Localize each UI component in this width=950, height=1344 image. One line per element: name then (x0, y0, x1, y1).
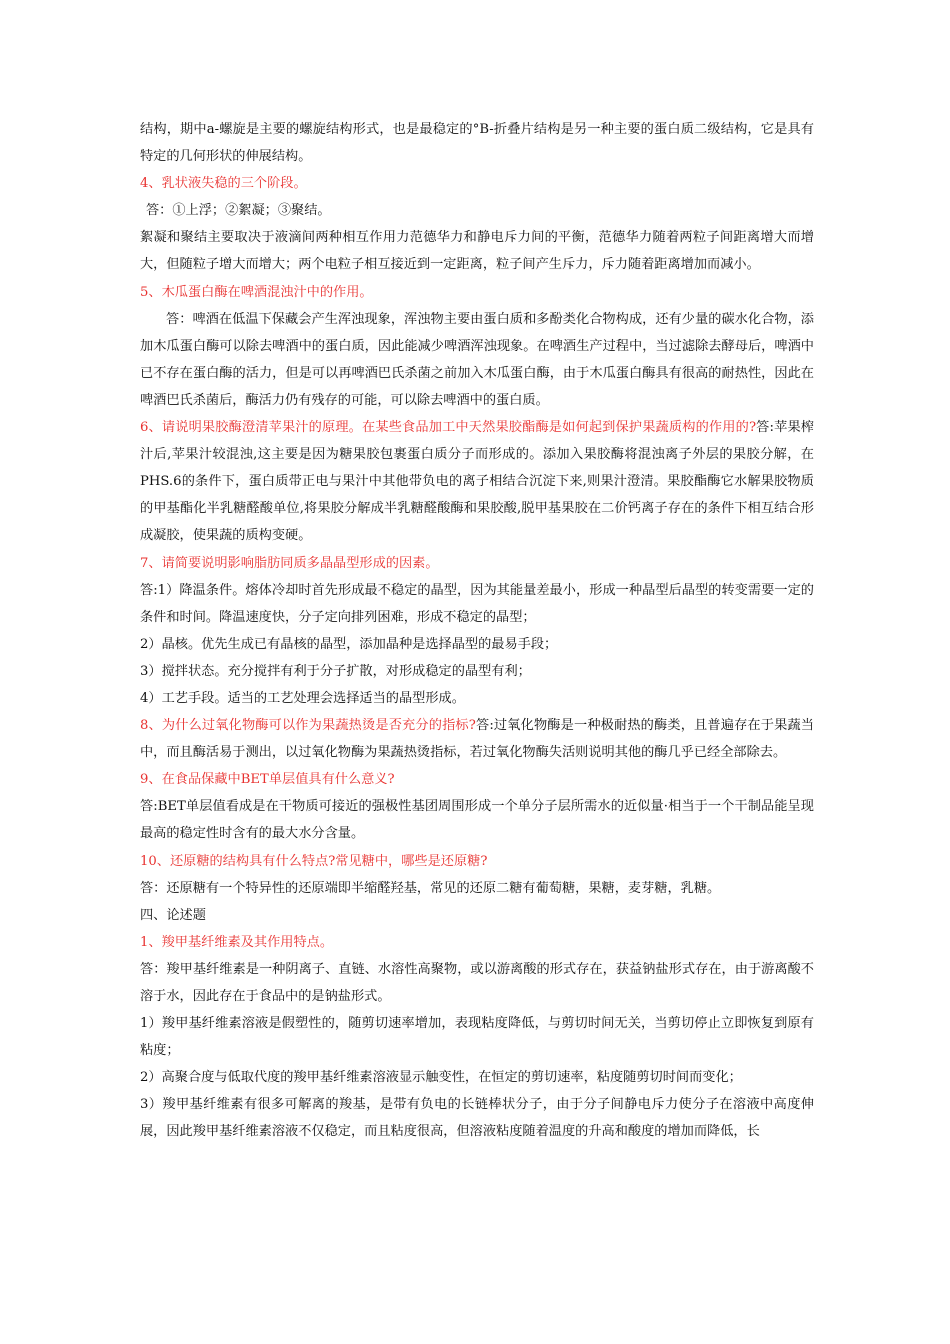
question-heading (140, 766, 814, 793)
list-item: 1）羧甲基纤维素溶液是假塑性的，随剪切速率增加，表现粘度降低，与剪切时间无关，当剪切停止立即恢复到原有粘度； (140, 1016, 814, 1059)
question-text: 5、木瓜蛋白酶在啤酒混浊汁中的作用。 (140, 284, 373, 300)
list-item: 2）晶核。优先生成已有晶核的晶型，添加晶种是选择晶型的最易手段； (140, 636, 558, 652)
question-text: 8、为什么过氧化物酶可以作为果蔬热烫是否充分的指标? (140, 718, 476, 734)
question-text: 6、请说明果胶酶澄清苹果汁的原理。在某些食品加工中天然果胶酯酶是如何起到保护果蔬质构的作用的? (140, 420, 757, 436)
question-text: 7、请简要说明影响脂肪同质多晶晶型形成的因素。 (140, 555, 439, 571)
question-heading (140, 848, 814, 875)
list-item: 4）工艺手段。适当的工艺处理会选择适当的晶型形成。 (140, 690, 465, 706)
question-text: 10、还原糖的结构具有什么特点?常见糖中，哪些是还原糖? (140, 853, 488, 869)
question-text: 9、在食品保藏中BET单层值具有什么意义? (140, 772, 395, 788)
question-heading (140, 170, 814, 197)
list-item: 2）高聚合度与低取代度的羧甲基纤维素溶液显示触变性，在恒定的剪切速率，粘度随剪切时间而变化； (140, 1070, 742, 1086)
answer-paragraph: 答：啤酒在低温下保藏会产生浑浊现象，浑浊物主要由蛋白质和多酚类化合物构成，还有少量的碳水化合物，添加木瓜蛋白酶可以除去啤酒中的蛋白质，因此能减少啤酒浑浊现象。在啤酒生产过程中，当过滤除去酵母后，啤酒中已不存在蛋白酶的活力，但是可以再啤酒巴氏杀菌之前加入木瓜蛋白酶，由于木瓜蛋白酶具有很高的耐热性，因此在啤酒巴氏杀菌后，酶活力仍有残存的可能，可以除去啤酒中的蛋白质。 (140, 311, 814, 408)
answer-text: 答:过氧化物酶是一种极耐热的酶类，且普遍存在于果蔬当中，而且酶活易于测出，以过氧化物酶为果蔬热烫指标，若过氧化物酶失活则说明其他的酶几乎已经全部除去。 (140, 718, 814, 761)
section-heading: 四、论述题 (140, 907, 206, 923)
question-heading (140, 550, 814, 577)
answer-paragraph: 答：①上浮；②絮凝；③聚结。 (146, 203, 331, 219)
list-item: 3）搅拌状态。充分搅拌有利于分子扩散，对形成稳定的晶型有利； (140, 663, 531, 679)
question-with-answer (140, 414, 814, 549)
answer-paragraph: 答：羧甲基纤维素是一种阴离子、直链、水溶性高聚物，或以游离酸的形式存在，获益钠盐形式存在，由于游离酸不溶于水，因此存在于食品中的是钠盐形式。 (140, 961, 814, 1004)
paragraph: 结构，期中a-螺旋是主要的螺旋结构形式，也是最稳定的°B-折叠片结构是另一种主要的蛋白质二级结构，它是具有特定的几何形状的伸展结构。 (140, 122, 814, 165)
question-with-answer (140, 712, 814, 766)
answer-text: 答:苹果榨汁后,苹果汁较混浊,这主要是因为糖果胶包裹蛋白质分子而形成的。添加入果胶酶将混浊离子外层的果胶分解，在PHS.6的条件下，蛋白质带正电与果汁中其他带负电的离子相结合沉淀下来,则果汁澄清。果胶酯酶它水解果胶物质的甲基酯化半乳糖醛酸单位,将果胶分解成半乳糖醛酸酶和果胶酸,脱甲基果胶在二价钙离子存在的条件下相互结合形成凝胶，使果蔬的质构变硬。 (140, 420, 814, 544)
question-heading (140, 279, 814, 306)
question-heading (140, 929, 814, 956)
answer-paragraph: 答:BET单层值看成是在干物质可接近的强极性基团周围形成一个单分子层所需水的近似量·相当于一个干制品能呈现最高的稳定性时含有的最大水分含量。 (140, 799, 814, 842)
question-text: 4、乳状液失稳的三个阶段。 (140, 176, 307, 192)
answer-paragraph: 答:1）降温条件。熔体冷却时首先形成最不稳定的晶型，因为其能量差最小，形成一种晶型后晶型的转变需要一定的条件和时间。降温速度快，分子定向排列困难，形成不稳定的晶型； (140, 582, 814, 625)
document-page (140, 116, 814, 1146)
answer-paragraph: 答：还原糖有一个特异性的还原端即半缩醛羟基，常见的还原二糖有葡萄糖，果糖，麦芽糖，乳糖。 (140, 880, 721, 896)
list-item: 3）羧甲基纤维素有很多可解离的羧基，是带有负电的长链棒状分子，由于分子间静电斥力使分子在溶液中高度伸展，因此羧甲基纤维素溶液不仅稳定，而且粘度很高，但溶液粘度随着温度的升高和酸度的增加而降低，长 (140, 1097, 814, 1140)
paragraph: 絮凝和聚结主要取决于液滴间两种相互作用力范德华力和静电斥力间的平衡，范德华力随着两粒子间距离增大而增大，但随粒子增大而增大；两个电粒子相互接近到一定距离，粒子间产生斥力，斥力随着距离增加而减小。 (140, 230, 814, 273)
question-text: 1、羧甲基纤维素及其作用特点。 (140, 934, 334, 950)
